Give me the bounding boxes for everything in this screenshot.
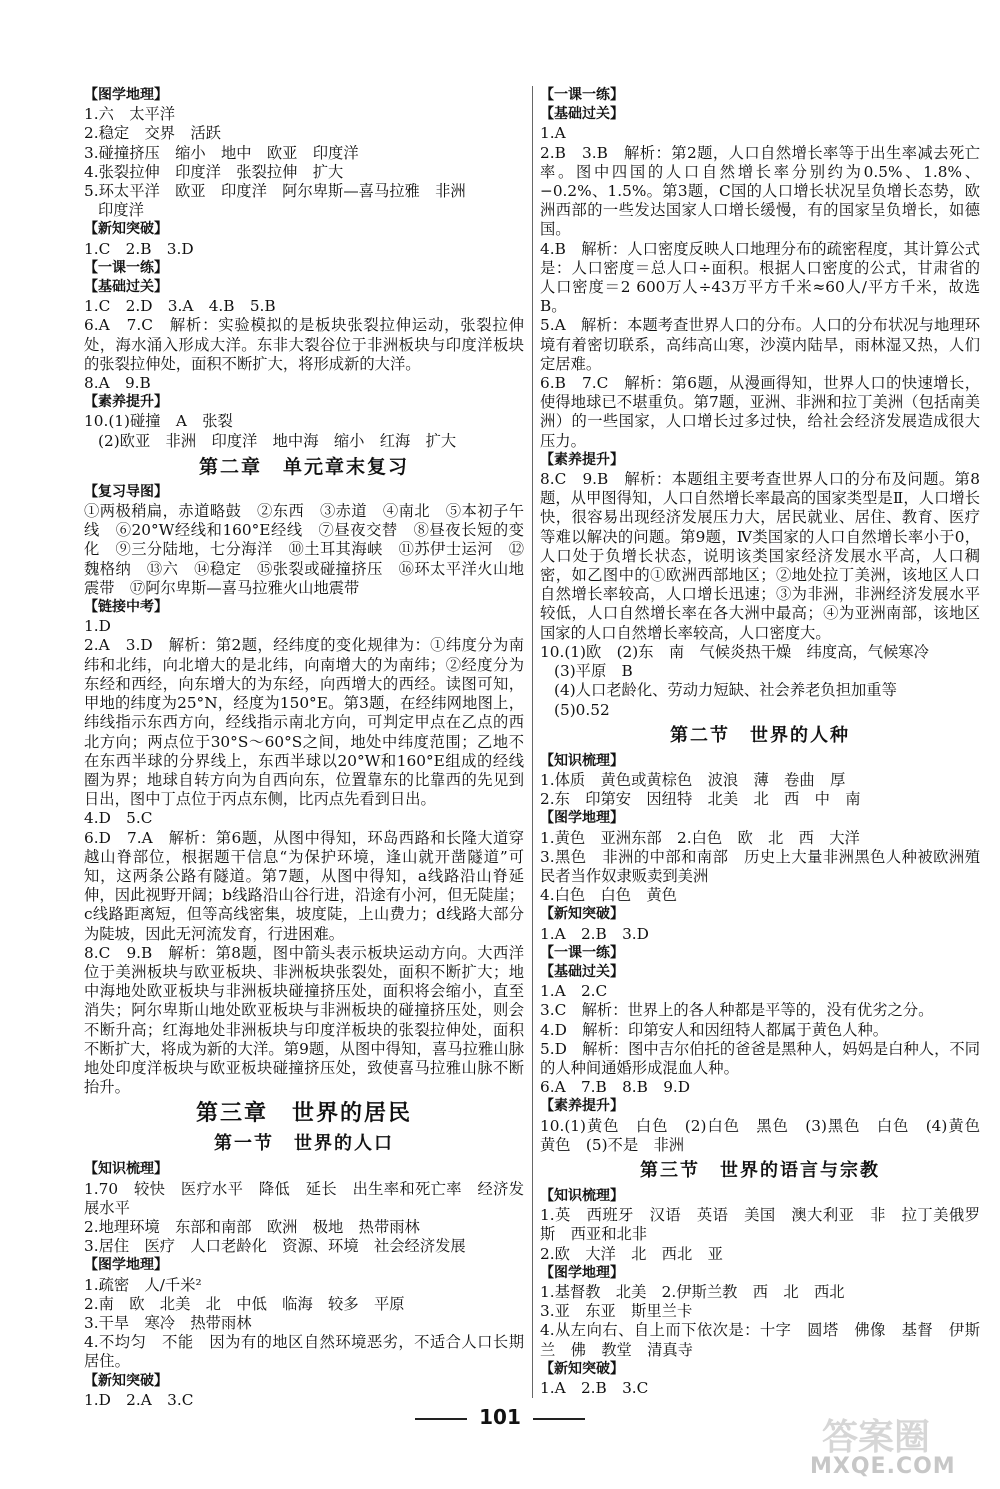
section-label: 【知识梳理】 [540, 1187, 624, 1204]
answer-line: 1.D 2.A 3.C [84, 1390, 194, 1409]
section-title: 第二章 单元章末复习 [198, 455, 409, 478]
answer-line: 印度洋 [98, 201, 144, 220]
answer-line: ①两极稍扁，赤道略鼓 ②东西 ③赤道 ④南北 ⑤本初子午线 ⑥20°W经线和160°E经线 ⑦昼夜交替 ⑧昼夜长短的变化 ⑨三分陆地，七分海洋 ⑩土耳其海峡 ⑪苏伊士运河 ⑫魏格纳 ⑬六 ⑭稳定 ⑮张裂或碰撞挤压 ⑯环太平洋火山地震带 ⑰阿尔卑斯—喜马拉雅火山地震带 [84, 502, 524, 597]
section-label: 【基础过关】 [84, 279, 168, 296]
section-label: 【知识梳理】 [84, 1161, 168, 1178]
answer-line: 1.D [84, 617, 111, 636]
answer-line: 5.D 解析：图中吉尔伯托的爸爸是黑种人，妈妈是白种人，不同的人种间通婚形成混血人种。 [540, 1039, 980, 1077]
answer-line: 1.英 西班牙 汉语 英语 美国 澳大利亚 非 拉丁美俄罗斯 西亚和北非 [540, 1206, 980, 1244]
answer-line: 10.(1)黄色 白色 (2)白色 黑色 (3)黑色 白色 (4)黄色 黄色 (5)不是 非洲 [540, 1116, 996, 1154]
section-label: 【素养提升】 [84, 394, 168, 411]
answer-line: 2.欧 大洋 北 西北 亚 [540, 1244, 723, 1263]
section-title: 第一节 世界的人口 [214, 1133, 394, 1155]
answer-line: 5.环太平洋 欧亚 印度洋 阿尔卑斯—喜马拉雅 非洲 [84, 182, 466, 201]
answer-line: 1.C 2.B 3.D [84, 239, 194, 258]
page-number-text: 101 [479, 1405, 521, 1429]
answer-line: 8.A 9.B [84, 374, 151, 393]
answer-line: 1.70 较快 医疗水平 降低 延长 出生率和死亡率 经济发展水平 [84, 1179, 524, 1217]
section-label: 【新知突破】 [540, 1360, 624, 1377]
answer-line: 6.D 7.A 解析：第6题，从图中得知，环岛西路和长隆大道穿越山脊部位，根据题干信息“为保护环境，逢山就开凿隧道”可知，这两条公路有隧道。第7题，从图中得知，a线路沿山脊延伸，因此视野开阔；b线路沿山谷行进，沿途有小河，但无陡崖；c线路距离短，但等高线密集，坡度陡，上山费力；d线路大部分为陡坡，因此无河流发育，行进困难。 [84, 828, 524, 943]
answer-line: 3.居住 医疗 人口老龄化 资源、环境 社会经济发展 [84, 1237, 466, 1256]
answer-line: 1.A [540, 124, 566, 143]
answer-line: 2.稳定 交界 活跃 [84, 124, 221, 143]
section-label: 【知识梳理】 [540, 752, 624, 769]
answer-line: 2.B 3.B 解析：第2题，人口自然增长率等于出生率减去死亡率。图中四国的人口自然增长率分别约为0.5%、1.8%、−0.2%、1.5%。第3题，C国的人口增长状况呈负增长态势，欧洲西部的一些发达国家人口增长缓慢，有的国家呈负增长，如德国。 [540, 143, 980, 239]
answer-line: 2.地理环境 东部和南部 欧洲 极地 热带雨林 [84, 1217, 420, 1236]
section-label: 【图学地理】 [540, 1264, 624, 1281]
answer-line: 2.南 欧 北美 北 中低 临海 较多 平原 [84, 1294, 405, 1313]
answer-line: 4.B 解析：人口密度反映人口地理分布的疏密程度，其计算公式是：人口密度＝总人口÷面积。根据人口密度的公式，甘肃省的人口密度＝2 600万人÷43万平方千米≈60人/平方千米，故选B。 [540, 239, 980, 316]
answer-line: 4.D 解析：印第安人和因纽特人都属于黄色人种。 [540, 1020, 889, 1039]
section-label: 【图学地理】 [84, 87, 168, 103]
right-column [540, 86, 996, 1398]
answer-line: 3.黑色 非洲的中部和南部 历史上大量非洲黑色人种被欧洲殖民者当作奴隶贩卖到美洲 [540, 847, 980, 885]
answer-line: 1.A 2.B 3.C [540, 1379, 649, 1397]
answer-line: 10.(1)碰撞 A 张裂 [84, 412, 233, 431]
answer-line: 1.基督教 北美 2.伊斯兰教 西 北 西北 [540, 1282, 845, 1301]
section-label: 【一课一练】 [540, 944, 624, 961]
answer-line: 1.C 2.D 3.A 4.B 5.B [84, 297, 276, 316]
left-column [84, 86, 524, 1410]
answer-line: 8.C 9.B 解析：本题组主要考查世界人口的分布及问题。第8题，从甲图得知，人口自然增长率最高的国家类型是Ⅱ，人口增长快，很容易出现经济发展压力大，居民就业、居住、教育、医疗等难以解决的问题。第9题，Ⅳ类国家的人口自然增长率小于0，人口处于负增长状态，说明该类国家经济发展水平高，人口稠密，如乙图中的①欧洲西部地区；②地处拉丁美洲，该地区人口自然增长率较高，人口增长迅速；③为非洲，非洲经济发展水平较低，人口自然增长率在各大洲中最高；④为亚洲南部，该地区国家的人口自然增长率较高，人口密度大。 [540, 470, 980, 642]
section-label: 【新知突破】 [84, 1372, 168, 1389]
answer-line: 4.D 5.C [84, 809, 153, 828]
section-label: 【基础过关】 [540, 106, 624, 123]
answer-line: 6.A 7.C 解析：实验模拟的是板块张裂拉伸运动，张裂拉伸处，海水涌入形成大洋。东非大裂谷位于非洲板块与印度洋板块的张裂拉伸处，面积不断扩大，将形成新的大洋。 [84, 316, 524, 373]
section-label: 【图学地理】 [84, 1257, 168, 1274]
section-label: 【图学地理】 [540, 810, 624, 827]
section-label: 【素养提升】 [540, 451, 624, 468]
answer-line: 3.C 解析：世界上的各人种都是平等的，没有优劣之分。 [540, 1001, 934, 1020]
answer-line: 6.A 7.B 8.B 9.D [540, 1078, 691, 1097]
section-label: 【新知突破】 [84, 221, 168, 238]
answer-line: 1.A 2.C [540, 982, 608, 1001]
section-label: 【一课一练】 [540, 87, 624, 103]
watermark-url: MXQE.COM [810, 1454, 956, 1479]
page-number-dash-left [415, 1418, 467, 1420]
section-label: 【基础过关】 [540, 963, 624, 980]
section-title: 第三节 世界的语言与宗教 [640, 1159, 880, 1181]
section-label: 【素养提升】 [540, 1098, 624, 1115]
section-title: 第二节 世界的人种 [670, 724, 850, 746]
answer-line: 3.碰撞挤压 缩小 地中 欧亚 印度洋 [84, 143, 359, 162]
answer-line: 10.(1)欧 (2)东 南 气候炎热干燥 纬度高，气候寒冷 [540, 642, 929, 661]
section-label: 【新知突破】 [540, 906, 624, 923]
section-label: 【链接中考】 [84, 599, 168, 616]
answer-line: (2)欧亚 非洲 印度洋 地中海 缩小 红海 扩大 [98, 431, 457, 450]
section-title: 第三章 世界的居民 [195, 1101, 412, 1127]
answer-line: 4.不均匀 不能 因为有的地区自然环境恶劣，不适合人口长期居住。 [84, 1333, 524, 1371]
answer-line: 1.体质 黄色或黄棕色 波浪 薄 卷曲 厚 [540, 770, 846, 789]
answer-line: 4.张裂拉伸 印度洋 张裂拉伸 扩大 [84, 162, 344, 181]
page-number-dash-right [533, 1418, 585, 1420]
answer-line: (4)人口老龄化、劳动力短缺、社会养老负担加重等 [554, 681, 897, 700]
answer-line: (5)0.52 [554, 700, 610, 719]
answer-line: 3.干旱 寒冷 热带雨林 [84, 1313, 252, 1332]
answer-line: (3)平原 B [554, 662, 633, 681]
answer-line: 4.从左向右、自上而下依次是：十字 圆塔 佛像 基督 伊斯兰 佛 教堂 清真寺 [540, 1321, 980, 1359]
answer-line: 1.A 2.B 3.D [540, 924, 649, 943]
answer-line: 2.东 印第安 因纽特 北美 北 西 中 南 [540, 790, 861, 809]
section-label: 【一课一练】 [84, 259, 168, 276]
column-divider [532, 86, 533, 1398]
answer-line: 4.白色 白色 黄色 [540, 886, 677, 905]
section-label: 【复习导图】 [84, 483, 168, 500]
answer-line: 1.疏密 人/千米² [84, 1275, 202, 1294]
answer-line: 1.黄色 亚洲东部 2.白色 欧 北 西 大洋 [540, 828, 860, 847]
answer-line: 3.亚 东亚 斯里兰卡 [540, 1302, 693, 1321]
answer-line: 8.C 9.B 解析：第8题，图中箭头表示板块运动方向。大西洋位于美洲板块与欧亚板块、非洲板块张裂处，面积不断扩大；地中海地处欧亚板块与非洲板块碰撞挤压处，面积将会缩小，直至消失；阿尔卑斯山地处欧亚板块与非洲板块的碰撞挤压处，则会不断升高；红海地处非洲板块与印度洋板块的张裂拉伸处，面积不断扩大，将成为新的大洋。第9题，从图中得知，喜马拉雅山脉地处印度洋板块与欧亚板块碰撞挤压处，致使喜马拉雅山脉不断抬升。 [84, 943, 524, 1097]
watermark [792, 1409, 992, 1483]
answer-line: 5.A 解析：本题考查世界人口的分布。人口的分布状况与地理环境有着密切联系，高纬高山寒，沙漠内陆旱，雨林湿又热，人们定居难。 [540, 316, 980, 373]
answer-line: 1.六 太平洋 [84, 105, 176, 124]
watermark-badge: 答案圈 [822, 1417, 931, 1458]
answer-line: 2.A 3.D 解析：第2题，经纬度的变化规律为：①纬度分为南纬和北纬，向北增大的是北纬，向南增大的为南纬；②经度分为东经和西经，向东增大的为东经，向西增大的西经。读图可知，甲地的纬度为25°N，经度为150°E。第3题，在经纬网地图上，纬线指示东西方向，经线指示南北方向，可判定甲点在乙点的西北方向；两点位于30°S～60°S之间，地处中纬度范围；乙地不在东西半球的分界线上，东西半球以20°W和160°E组成的经线圈为界；地球自转方向为自西向东，位置靠东的比靠西的先见到日出，图中丁点位于丙点东侧，比丙点先看到日出。 [84, 636, 524, 809]
answer-line: 6.B 7.C 解析：第6题，从漫画得知，世界人口的快速增长，使得地球已不堪重负。第7题，亚洲、非洲和拉丁美洲（包括南美洲）的一些国家，人口增长过多过快，给社会经济发展造成很大压力。 [540, 374, 980, 450]
